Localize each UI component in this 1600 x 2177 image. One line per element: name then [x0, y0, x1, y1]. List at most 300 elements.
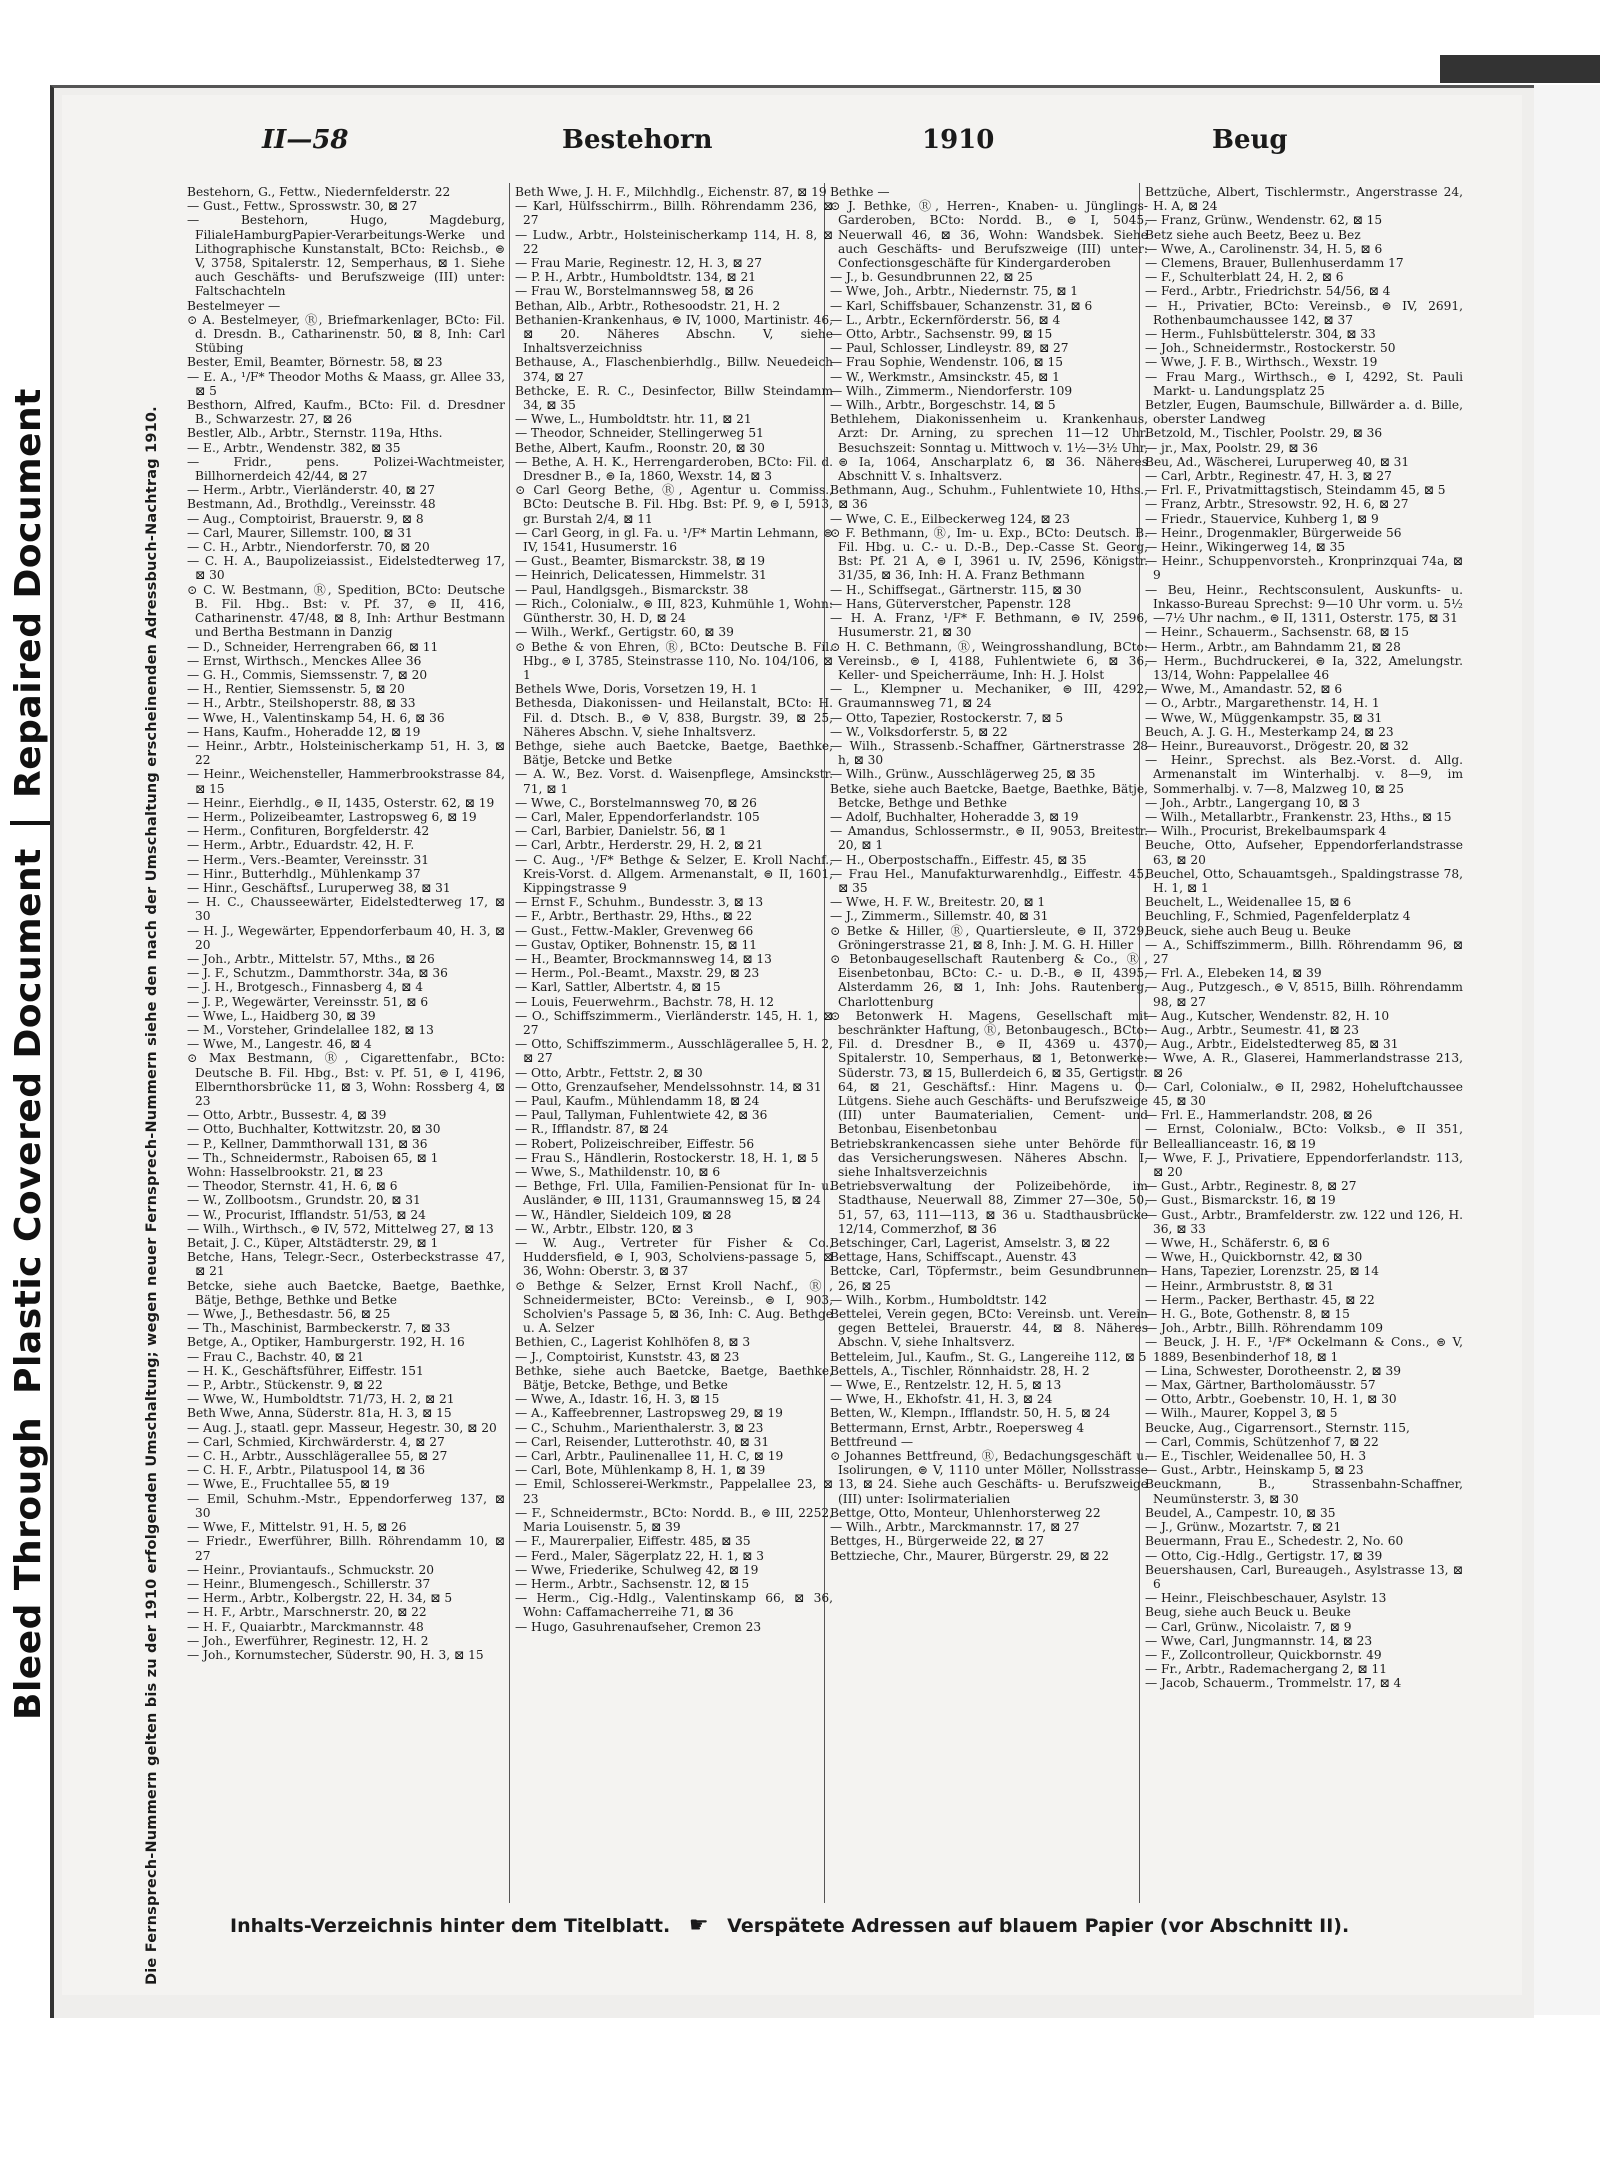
directory-entry: — Otto, Tapezier, Rostockerstr. 7, ⊠ 5 — [830, 710, 1064, 725]
directory-entry: — Max, Gärtner, Bartholomäusstr. 57 — [1145, 1378, 1376, 1393]
directory-entry: Besthorn, Alfred, Kaufm., BCto: Fil. d. Dresdner B., Schwarzestr. 27, ⊠ 26 — [187, 398, 505, 427]
directory-entry: — Otto, Arbtr., Goebenstr. 10, H. 1, ⊠ 30 — [1145, 1392, 1397, 1407]
directory-entry: Betge, A., Optiker, Hamburgerstr. 192, H. 16 — [187, 1335, 465, 1350]
directory-entry: — Carl, Reisender, Lutterothstr. 40, ⊠ 31 — [515, 1434, 770, 1449]
directory-entry: — H., Privatier, BCto: Vereinsb., ⊜ IV, 2691, Rothenbaumchaussee 142, ⊠ 37 — [1145, 298, 1463, 327]
directory-entry: — O., Schiffszimmerm., Vierländerstr. 145, H. 1, ⊠ 27 — [515, 1008, 833, 1037]
footer-left-text: Inhalts-Verzeichnis hinter dem Titelblatt. — [230, 1915, 671, 1937]
directory-entry: — M., Vorsteher, Grindelallee 182, ⊠ 13 — [187, 1022, 434, 1037]
directory-entry: — Aug., Comptoirist, Brauerstr. 9, ⊠ 8 — [187, 511, 424, 526]
directory-entry: — Heinr., Sprechst. als Bez.-Vorst. d. Allg. Armenanstalt im Winterhalbj. v. 8—9, im Sommerhalbj. v. 7—8, Malzweg 10, ⊠ 25 — [1145, 753, 1463, 796]
directory-entry: — jr., Max, Poolstr. 29, ⊠ 36 — [1145, 440, 1318, 455]
directory-entry: Betriebskrankencassen siehe unter Behörde für das Versicherungswesen. Näheres Abschn. I, siehe Inhaltsverzeichnis — [830, 1136, 1148, 1180]
directory-entry: — R., Ifflandstr. 87, ⊠ 24 — [515, 1122, 669, 1137]
directory-entry: — Wwe, A. R., Glaserei, Hammerlandstrasse 213, ⊠ 26 — [1145, 1051, 1463, 1080]
directory-entry: — Wwe, L., Haidberg 30, ⊠ 39 — [187, 1008, 376, 1023]
directory-entry: — Fr., Arbtr., Rademachergang 2, ⊠ 11 — [1145, 1662, 1388, 1677]
directory-entry: — Paul, Tallyman, Fuhlentwiete 42, ⊠ 36 — [515, 1108, 768, 1123]
directory-entry: Bettge, Otto, Monteur, Uhlenhorsterweg 22 — [830, 1505, 1101, 1520]
directory-entry: Beuchling, F., Schmied, Pagenfelderplatz 4 — [1145, 909, 1411, 924]
directory-entry: ⊙ A. Bestelmeyer, Ⓡ, Briefmarkenlager, BCto: Fil. d. Dresdn. B., Catharinenstr. 50, ⊠ 8, Inh: Carl Stübing — [187, 312, 505, 356]
side-banner-part-2: Plastic Covered Document — [8, 848, 49, 1394]
directory-entry: Betzler, Eugen, Baumschule, Billwärder a. d. Bille, oberster Landweg — [1145, 398, 1463, 427]
directory-entry: — Ernst, Colonialw., BCto: Volksb., ⊜ II 351, Belleallianceastr. 16, ⊠ 19 — [1145, 1122, 1463, 1151]
directory-entry: — W., Volksdorferstr. 5, ⊠ 22 — [830, 724, 1008, 739]
directory-entry: — E., Tischler, Weidenallee 50, H. 3 — [1145, 1449, 1367, 1464]
directory-entry: Bettfreund — — [830, 1434, 914, 1449]
directory-entry: — Herm., Pol.-Beamt., Maxstr. 29, ⊠ 23 — [515, 966, 760, 981]
directory-entry: — Joh., Schneidermstr., Rostockerstr. 50 — [1145, 341, 1396, 356]
directory-entry: — Aug., Arbtr., Seumestr. 41, ⊠ 23 — [1145, 1022, 1359, 1037]
directory-entry: — W., Arbtr., Elbstr. 120, ⊠ 3 — [515, 1221, 694, 1236]
directory-entry: — Carl, Grünw., Nicolaistr. 7, ⊠ 9 — [1145, 1619, 1352, 1634]
directory-entry: — Hinr., Geschäftsf., Luruperweg 38, ⊠ 31 — [187, 880, 451, 895]
directory-entry: — Wilh., Arbtr., Marckmannstr. 17, ⊠ 27 — [830, 1520, 1080, 1535]
directory-entry: — Joh., Arbtr., Mittelstr. 57, Mths., ⊠ 26 — [187, 951, 435, 966]
directory-entry: — Frl. A., Elebeken 14, ⊠ 39 — [1145, 966, 1322, 981]
directory-entry: Bethien, C., Lagerist Kohlhöfen 8, ⊠ 3 — [515, 1335, 751, 1350]
directory-entry: — Ferd., Maler, Sägerplatz 22, H. 1, ⊠ 3 — [515, 1548, 764, 1563]
page-number: II—58 — [262, 125, 349, 155]
directory-entry: Beug, siehe auch Beuck u. Beuke — [1145, 1605, 1351, 1620]
directory-entry: — Hugo, Gasuhrenaufseher, Cremon 23 — [515, 1619, 762, 1634]
directory-entry: Betten, W., Klempn., Ifflandstr. 50, H. 5, ⊠ 24 — [830, 1406, 1111, 1421]
directory-entry: — H. F., Arbtr., Marschnerstr. 20, ⊠ 22 — [187, 1605, 427, 1620]
directory-entry: — Herm., Arbtr., Vierländerstr. 40, ⊠ 27 — [187, 483, 435, 498]
directory-entry: ⊙ Max Bestmann, Ⓡ, Cigarettenfabr., BCto: Deutsche B. Fil. Hbg., Bst: v. Pf. 51, ⊜ I, 4196, Elbernthorsbrücke 11, ⊠ 3, Wohn: Rossberg 4, ⊠ 23 — [187, 1051, 505, 1108]
directory-entry: Bettzüche, Albert, Tischlermstr., Angerstrasse 24, H. A, ⊠ 24 — [1145, 185, 1463, 214]
directory-entry: Bestler, Alb., Arbtr., Sternstr. 119a, Hths. — [187, 426, 443, 441]
directory-entry: Beuchel, Otto, Schauamtsgeh., Spaldingstrasse 78, H. 1, ⊠ 1 — [1145, 866, 1463, 895]
directory-entry: — Herm., Packer, Berthastr. 45, ⊠ 22 — [1145, 1292, 1375, 1307]
directory-entry: — F., Maurerpalier, Eiffestr. 485, ⊠ 35 — [515, 1534, 751, 1549]
directory-entry: — Frau S., Händlerin, Rostockerstr. 18, H. 1, ⊠ 5 — [515, 1150, 819, 1165]
directory-entry: — Wwe, E., Rentzelstr. 12, H. 5, ⊠ 13 — [830, 1378, 1062, 1393]
directory-entry: — Adolf, Buchhalter, Hoheradde 3, ⊠ 19 — [830, 809, 1079, 824]
directory-entry: — P. H., Arbtr., Humboldtstr. 134, ⊠ 21 — [515, 270, 756, 285]
side-banner-part-1: Bleed Through — [8, 1416, 49, 1720]
directory-entry: — Robert, Polizeischreiber, Eiffestr. 56 — [515, 1136, 755, 1151]
telephone-note-text: Die Fernsprech-Nummern gelten bis zu der 1910 erfolgenden Umschaltung; wegen neuer Fernsprech-Nummern siehe den nach der Umschaltung erscheinenden Adressbuch-Nachtrag 1910. — [144, 406, 160, 1985]
directory-entry: ⊙ Bethge & Selzer, Ernst Kroll Nachf., Ⓡ, Schneidermeister, BCto: Vereinsb., ⊜ I, 903, Scholvien's Passage 5, ⊠ 36, Inh: C. Aug. Bethge u. A. Selzer — [515, 1278, 833, 1336]
directory-entry: — Herm., Arbtr., Eduardstr. 42, H. F. — [187, 838, 415, 853]
directory-entry: Beth Wwe, Anna, Süderstr. 81a, H. 3, ⊠ 15 — [187, 1406, 452, 1421]
directory-entry: — F., Zollcontrolleur, Quickbornstr. 49 — [1145, 1647, 1382, 1662]
directory-entry: Betz siehe auch Beetz, Beez u. Bez — [1145, 227, 1361, 242]
directory-entry: — Wwe, F. J., Privatiere, Eppendorferlandstr. 113, ⊠ 20 — [1145, 1150, 1463, 1180]
directory-entry: Bethe, Albert, Kaufm., Roonstr. 20, ⊠ 30 — [515, 440, 765, 455]
directory-entry: — Heinr., Proviantaufs., Schmuckstr. 20 — [187, 1562, 434, 1577]
directory-entry: — Otto, Cig.-Hdlg., Gertigstr. 17, ⊠ 39 — [1145, 1548, 1383, 1563]
directory-entry: — Joh., Arbtr., Langergang 10, ⊠ 3 — [1145, 795, 1360, 810]
directory-entry: — Gust., Beamter, Bismarckstr. 38, ⊠ 19 — [515, 554, 765, 569]
directory-entry: Bettermann, Ernst, Arbtr., Roepersweg 4 — [830, 1420, 1085, 1435]
directory-entry: — C. Aug., ¹/F* Bethge & Selzer, E. Kroll Nachf., Kreis-Vorst. d. Allgem. Armenanstalt, ⊜ II, 1601, Kippingstrasse 9 — [515, 852, 833, 895]
directory-entry: — P., Kellner, Dammthorwall 131, ⊠ 36 — [187, 1136, 428, 1151]
directory-entry: — H., Rentier, Siemssenstr. 5, ⊠ 20 — [187, 682, 405, 697]
directory-entry: — Hans, Tapezier, Lorenzstr. 25, ⊠ 14 — [1145, 1264, 1380, 1279]
directory-entry: ⊙ Bethe & von Ehren, Ⓡ, BCto: Deutsche B. Fil. Hbg., ⊜ I, 3785, Steinstrasse 110, No. 104/106, ⊠ 1 — [515, 639, 833, 682]
directory-entry: — Herm., Arbtr., Sachsenstr. 12, ⊠ 15 — [515, 1576, 750, 1591]
directory-entry: — Herm., Fuhlsbüttelerstr. 304, ⊠ 33 — [1145, 327, 1376, 342]
directory-entry: — Emil, Schuhm.-Mstr., Eppendorferweg 137, ⊠ 30 — [187, 1491, 505, 1520]
directory-entry: — Beuck, J. H. F., ¹/F* Ockelmann & Cons., ⊜ V, 1889, Besenbinderhof 18, ⊠ 1 — [1145, 1335, 1463, 1364]
directory-entry: — A., Kaffeebrenner, Lastropsweg 29, ⊠ 19 — [515, 1406, 783, 1421]
directory-entry: Bettelei, Verein gegen, BCto: Vereinsb. unt. Verein gegen Bettelei, Brauerstr. 44, ⊠ 8. Näheres Abschn. V, siehe Inhaltsverz. — [830, 1307, 1148, 1350]
directory-entry: — G. H., Commis, Siemssenstr. 7, ⊠ 20 — [187, 667, 428, 682]
directory-entry: — Wilh., Procurist, Brekelbaumspark 4 — [1145, 824, 1387, 839]
directory-entry: — Wwe, Joh., Arbtr., Niedernstr. 75, ⊠ 1 — [830, 284, 1079, 299]
directory-entry: — Joh., Arbtr., Billh. Röhrendamm 109 — [1145, 1321, 1384, 1336]
directory-entry: ⊙ H. C. Bethmann, Ⓡ, Weingrosshandlung, BCto: Vereinsb., ⊜ I, 4188, Fuhlentwiete 6, ⊠ 36, Keller- und Speicherräume, Inh: H. J. Holst — [830, 639, 1148, 682]
directory-entry: — Fridr., pens. Polizei-Wachtmeister, Billhornerdeich 42/44, ⊠ 27 — [187, 454, 505, 484]
directory-entry: Bester, Emil, Beamter, Börnestr. 58, ⊠ 23 — [187, 355, 443, 370]
directory-entry: — H. G., Bote, Gothenstr. 8, ⊠ 15 — [1145, 1307, 1350, 1322]
directory-entry: — Heinr., Armbruststr. 8, ⊠ 31 — [1145, 1278, 1335, 1293]
directory-entry: — Emil, Schlosserei-Werkmstr., Pappelallee 23, ⊠ 23 — [515, 1477, 833, 1506]
directory-entry: — Wwe, M., Langestr. 46, ⊠ 4 — [187, 1037, 372, 1052]
directory-entry: — F., Schulterblatt 24, H. 2, ⊠ 6 — [1145, 270, 1344, 285]
directory-entry: — Aug. J., staatl. gepr. Masseur, Hegestr. 30, ⊠ 20 — [187, 1420, 497, 1435]
directory-entry: — Heinr., Fleischbeschauer, Asylstr. 13 — [1145, 1591, 1387, 1606]
directory-entry: — Ludw., Arbtr., Holsteinischerkamp 114, H. 8, ⊠ 22 — [515, 227, 833, 256]
directory-entry: — Wwe, Friederike, Schulweg 42, ⊠ 19 — [515, 1562, 759, 1577]
directory-entry: — Gust., Fettw., Sprosswstr. 30, ⊠ 27 — [187, 199, 418, 214]
directory-entry: — J., Comptoirist, Kunststr. 43, ⊠ 23 — [515, 1349, 740, 1364]
directory-entry: — Lina, Schwester, Dorotheenstr. 2, ⊠ 39 — [1145, 1363, 1401, 1378]
directory-entry: Beu, Ad., Wäscherei, Luruperweg 40, ⊠ 31 — [1145, 454, 1410, 469]
directory-entry: — Frau W., Borstelmannsweg 58, ⊠ 26 — [515, 284, 754, 299]
directory-entry: — J. H., Brotgesch., Finnasberg 4, ⊠ 4 — [187, 980, 424, 995]
directory-entry: — O., Arbtr., Margarethenstr. 14, H. 1 — [1145, 696, 1380, 711]
directory-entry: — Wwe, H., Valentinskamp 54, H. 6, ⊠ 36 — [187, 710, 445, 725]
side-banner-part-3: Repaired Document — [8, 388, 49, 798]
directory-entry: — Carl Georg, in gl. Fa. u. ¹/F* Martin Lehmann, ⊜ IV, 1541, Husumerstr. 16 — [515, 525, 833, 555]
page-footer — [230, 1913, 1430, 1938]
directory-entry: — Amandus, Schlossermstr., ⊜ II, 9053, Breitestr. 20, ⊠ 1 — [830, 824, 1148, 853]
directory-entry: — Herm., Arbtr., Kolbergstr. 22, H. 34, ⊠ 5 — [187, 1591, 453, 1606]
directory-entry: — D., Schneider, Herrengraben 66, ⊠ 11 — [187, 639, 439, 654]
directory-entry: — Wwe, C. E., Eilbeckerweg 124, ⊠ 23 — [830, 511, 1071, 526]
directory-entry: — L., Arbtr., Eckernförderstr. 56, ⊠ 4 — [830, 312, 1061, 327]
telephone-note — [144, 355, 184, 1995]
directory-entry: — H. J., Wegewärter, Eppendorferbaum 40, H. 3, ⊠ 20 — [187, 923, 505, 952]
directory-entry: — F., Schneidermstr., BCto: Nordd. B., ⊜ III, 2252, Maria Louisenstr. 5, ⊠ 39 — [515, 1505, 833, 1535]
directory-entry: — Bethe, A. H. K., Herrengarderoben, BCto: Fil. d. Dresdner B., ⊜ Ia, 1860, Wexstr. 14, ⊠ 3 — [515, 454, 833, 484]
directory-entry: — Heinr., Wikingerweg 14, ⊠ 35 — [1145, 540, 1346, 555]
directory-entry: — Wwe, H., Ekhofstr. 41, H. 3, ⊠ 24 — [830, 1392, 1053, 1407]
directory-entry: — Aug., Arbtr., Eidelstedterweg 85, ⊠ 31 — [1145, 1037, 1399, 1052]
directory-entry: — Ernst, Wirthsch., Menckes Allee 36 — [187, 653, 422, 668]
directory-entry: — Hans, Güterverstcher, Papenstr. 128 — [830, 596, 1071, 611]
column-3 — [830, 185, 1148, 1905]
directory-entry: — Wwe, A., Idastr. 16, H. 3, ⊠ 15 — [515, 1392, 720, 1407]
directory-entry: Bettels, A., Tischler, Rönnhaidstr. 28, H. 2 — [830, 1363, 1090, 1378]
directory-entry: Bethels Wwe, Doris, Vorsetzen 19, H. 1 — [515, 682, 758, 697]
directory-entry: — Frl. F., Privatmittagstisch, Steindamm 45, ⊠ 5 — [1145, 483, 1446, 498]
directory-entry: — Gust., Arbtr., Reginestr. 8, ⊠ 27 — [1145, 1179, 1357, 1194]
directory-entry: — H., Arbtr., Steilshoperstr. 88, ⊠ 33 — [187, 696, 416, 711]
directory-entry: Bethlehem, Diakonissenheim u. Krankenhaus, Arzt: Dr. Arning, zu sprechen 11—12 Uhr. Besuchszeit: Sonntag u. Mittwoch v. 1½—3½ Uhr, ⊜ Ia, 1064, Anscharplatz 6, ⊠ 36. Näheres Abschnitt V. s. Inhaltsverz. — [830, 412, 1148, 484]
directory-entry: Bestmann, Ad., Brothdlg., Vereinsstr. 48 — [187, 497, 436, 512]
directory-entry: — Heinr., Arbtr., Holsteinischerkamp 51, H. 3, ⊠ 22 — [187, 738, 505, 768]
directory-entry: Betche, Hans, Telegr.-Secr., Osterbeckstrasse 47, ⊠ 21 — [187, 1250, 505, 1279]
directory-entry: — Gustav, Optiker, Bohnenstr. 15, ⊠ 11 — [515, 937, 757, 952]
directory-entry: Bethke, siehe auch Baetcke, Baetge, Baethke, Bätje, Betcke, Bethge, und Betke — [515, 1363, 833, 1393]
directory-entry: — Th., Maschinist, Barmbeckerstr. 7, ⊠ 33 — [187, 1321, 451, 1336]
directory-entry: — Wilh., Korbm., Humboldtstr. 142 — [830, 1292, 1047, 1307]
directory-entry: Bestelmeyer — — [187, 298, 281, 313]
directory-entry: — Hinr., Butterhdlg., Mühlenkamp 37 — [187, 866, 421, 881]
directory-entry: — Carl, Maurer, Sillemstr. 100, ⊠ 31 — [187, 525, 413, 540]
directory-entry: — Wwe, H., Schäferstr. 6, ⊠ 6 — [1145, 1236, 1330, 1251]
directory-entry: Betzold, M., Tischler, Poolstr. 29, ⊠ 36 — [1145, 426, 1383, 441]
directory-entry: — W., Procurist, Ifflandstr. 51/53, ⊠ 24 — [187, 1207, 426, 1222]
directory-entry: — Herm., Vers.-Beamter, Vereinsstr. 31 — [187, 852, 430, 867]
directory-entry: — H. C., Chausseewärter, Eidelstedterweg 17, ⊠ 30 — [187, 895, 505, 924]
directory-entry: — Wilh., Werkf., Gertigstr. 60, ⊠ 39 — [515, 625, 734, 640]
directory-entry: — Karl, Schiffsbauer, Schanzenstr. 31, ⊠ 6 — [830, 298, 1093, 313]
directory-entry: — Gust., Arbtr., Heinskamp 5, ⊠ 23 — [1145, 1463, 1364, 1478]
directory-entry: — Wilh., Wirthsch., ⊜ IV, 572, Mittelweg 27, ⊠ 13 — [187, 1221, 494, 1236]
header-left-word: Bestehorn — [562, 125, 713, 155]
directory-entry: — Ernst F., Schuhm., Bundesstr. 3, ⊠ 13 — [515, 895, 764, 910]
directory-entry: — Hans, Kaufm., Hoheradde 12, ⊠ 19 — [187, 724, 421, 739]
directory-entry: — W. Aug., Vertreter für Fisher & Co., Huddersfield, ⊜ I, 903, Scholviens-passage 5, ⊠ 36, Wohn: Oberstr. 3, ⊠ 37 — [515, 1236, 833, 1279]
header-right-word: Beug — [1212, 125, 1288, 155]
directory-entry: — Bethge, Frl. Ulla, Familien-Pensionat für In- u. Ausländer, ⊜ III, 1131, Graumannsweg 15, ⊠ 24 — [515, 1179, 833, 1208]
directory-entry: Bethan, Alb., Arbtr., Rothesoodstr. 21, H. 2 — [515, 298, 781, 313]
directory-entry: — Frau Marg., Wirthsch., ⊜ I, 4292, St. Pauli Markt- u. Landungsplatz 25 — [1145, 369, 1463, 398]
directory-entry: — Frau C., Bachstr. 40, ⊠ 21 — [187, 1349, 364, 1364]
directory-entry: — Heinr., Eierhdlg., ⊜ II, 1435, Osterstr. 62, ⊠ 19 — [187, 795, 495, 810]
directory-entry: ⊙ F. Bethmann, Ⓡ, Im- u. Exp., BCto: Deutsch. B. Fil. Hbg. u. C.- u. D.-B., Dep.-Casse St. Georg, Bst: Pf. 21 A, ⊜ I, 3961 u. IV, 2596, Königstr. 31/35, ⊠ 36, Inh: H. A. Franz Bethmann — [830, 525, 1148, 583]
directory-entry: — Carl, Barbier, Danielstr. 56, ⊠ 1 — [515, 824, 727, 839]
directory-entry: ⊙ Betonwerk H. Magens, Gesellschaft mit beschränkter Haftung, Ⓡ, Betonbaugesch., BCto: Fil. d. Dresdner B., ⊜ II, 4369 u. 4370, Spitalerstr. 10, Semperhaus, ⊠ 1, Betonwerke: Süderstr. 73, ⊠ 15, Bullerdeich 6, ⊠ 35, Gertigstr. 64, ⊠ 21, Geschäftsf.: Hinr. Magens u. O. Lütgens. Siehe auch Geschäfts- und Berufszweige (III) unter Baumaterialien, Cement- und Betonbau, Eisenbetonbau — [830, 1008, 1148, 1137]
directory-entry: Bethcke, E. R. C., Desinfector, Billw Steindamm 34, ⊠ 35 — [515, 383, 833, 413]
directory-entry: ⊙ C. W. Bestmann, Ⓡ, Spedition, BCto: Deutsche B. Fil. Hbg.. Bst: v. Pf. 37, ⊜ II, 416, Catharinenstr. 47/48, ⊠ 8, Inh: Arthur Bestmann und Bertha Bestmann in Danzig — [187, 582, 505, 640]
directory-entry: — Carl, Schmied, Kirchwärderstr. 4, ⊠ 27 — [187, 1434, 445, 1449]
directory-entry: Beuch, A. J. G. H., Mesterkamp 24, ⊠ 23 — [1145, 724, 1394, 739]
directory-entry: — Wwe, A., Carolinenstr. 34, H. 5, ⊠ 6 — [1145, 241, 1383, 256]
directory-entry: — Wilh., Metallarbtr., Frankenstr. 23, Hths., ⊠ 15 — [1145, 809, 1452, 824]
directory-entry: — Frau Sophie, Wendenstr. 106, ⊠ 15 — [830, 355, 1063, 370]
directory-entry: Beuermann, Frau E., Schedestr. 2, No. 60 — [1145, 1534, 1404, 1549]
directory-entry: — P., Arbtr., Stückenstr. 9, ⊠ 22 — [187, 1378, 383, 1393]
directory-entry: Bethesda, Diakonissen- und Heilanstalt, BCto: H. Fil. d. Dtsch. B., ⊜ V, 838, Burgstr. 39, ⊠ 25, Näheres Abschn. V, siehe Inhaltsverz. — [515, 696, 833, 739]
directory-entry: — Wwe, W., Humboldtstr. 71/73, H. 2, ⊠ 21 — [187, 1392, 455, 1407]
directory-entry: — Friedr., Stauervice, Kuhberg 1, ⊠ 9 — [1145, 511, 1379, 526]
directory-entry: Betriebsverwaltung der Polizeibehörde, im Stadthause, Neuerwall 88, Zimmer 27—30e, 50, 51, 57, 63, 111—113, ⊠ 36 u. Stadthausbrücke 12/14, Commerzhof, ⊠ 36 — [830, 1179, 1148, 1236]
directory-entry: — Wwe, H., Quickbornstr. 42, ⊠ 30 — [1145, 1250, 1363, 1265]
directory-entry: ⊙ Betonbaugesellschaft Rautenberg & Co., Ⓡ, Eisenbetonbau, BCto: C.- u. D.-B., ⊜ II, 4395, Alsterdamm 26, ⊠ 1, Inh: Johs. Rautenberg, Charlottenburg — [830, 951, 1148, 1009]
directory-entry: — Heinrich, Delicatessen, Himmelstr. 31 — [515, 568, 767, 583]
directory-entry: Bethke — — [830, 185, 890, 199]
header-year: 1910 — [922, 125, 995, 155]
directory-entry: — L., Klempner u. Mechaniker, ⊜ III, 4292, Graumannsweg 71, ⊠ 24 — [830, 682, 1148, 711]
directory-entry: — Wwe, C., Borstelmannsweg 70, ⊠ 26 — [515, 795, 757, 810]
directory-entry: — F., Arbtr., Berthastr. 29, Hths., ⊠ 22 — [515, 909, 753, 924]
directory-entry: Bestehorn, G., Fettw., Niedernfelderstr. 22 — [187, 185, 451, 199]
directory-entry: — E. A., ¹/F* Theodor Moths & Maass, gr. Allee 33, ⊠ 5 — [187, 369, 505, 398]
directory-entry: — Heinr., Bureauvorst., Drögestr. 20, ⊠ 32 — [1145, 738, 1409, 753]
directory-entry: Betait, J. C., Küper, Altstädterstr. 29, ⊠ 1 — [187, 1236, 439, 1251]
directory-entry: — Rich., Colonialw., ⊜ III, 823, Kuhmühle 1, Wohn: Güntherstr. 30, H. D, ⊠ 24 — [515, 596, 833, 626]
directory-entry: — Karl, Sattler, Albertstr. 4, ⊠ 15 — [515, 980, 721, 995]
directory-entry: — Paul, Schlosser, Lindleystr. 89, ⊠ 27 — [830, 341, 1069, 356]
directory-entry: — Herm., Cig.-Hdlg., Valentinskamp 66, ⊠ 36, Wohn: Caffamacherreihe 71, ⊠ 36 — [515, 1591, 833, 1620]
directory-entry: — A. W., Bez. Vorst. d. Waisenpflege, Amsinckstr. 71, ⊠ 1 — [515, 767, 833, 796]
directory-entry: — W., Zollbootsm., Grundstr. 20, ⊠ 31 — [187, 1193, 421, 1208]
directory-entry: ⊙ J. Bethke, Ⓡ, Herren-, Knaben- u. Jünglings-Garderoben, BCto: Nordd. B., ⊜ I, 5045, Neuerwall 46, ⊠ 36, Wohn: Wandsbek. Siehe auch Geschäfts- und Berufszweige (III) unter: Confectionsgeschäfte für Kindergarderoben — [830, 199, 1148, 271]
directory-entry: — J., Zimmerm., Sillemstr. 40, ⊠ 31 — [830, 909, 1049, 924]
directory-entry: — Joh., Ewerführer, Reginestr. 12, H. 2 — [187, 1633, 429, 1648]
directory-entry: — Herm., Confituren, Borgfelderstr. 42 — [187, 824, 430, 839]
column-1 — [187, 185, 505, 1905]
directory-entry: Beth Wwe, J. H. F., Milchhdlg., Eichenstr. 87, ⊠ 19 — [515, 185, 827, 199]
directory-entry: — Frau Marie, Reginestr. 12, H. 3, ⊠ 27 — [515, 256, 763, 271]
directory-entry: — J., Grünw., Mozartstr. 7, ⊠ 21 — [1145, 1520, 1342, 1535]
directory-entry: — Gust., Arbtr., Bramfelderstr. zw. 122 und 126, H. 36, ⊠ 33 — [1145, 1207, 1463, 1236]
directory-entry: Beuchelt, L., Weidenallee 15, ⊠ 6 — [1145, 895, 1352, 910]
directory-entry: Bethge, siehe auch Baetcke, Baetge, Baethke, Bätje, Betcke und Betke — [515, 738, 833, 768]
directory-entry: Beuershausen, Carl, Bureaugeh., Asylstrasse 13, ⊠ 6 — [1145, 1562, 1463, 1591]
directory-entry: — Wilh., Grünw., Ausschlägerweg 25, ⊠ 35 — [830, 767, 1096, 782]
side-banner-separator — [10, 821, 50, 825]
page-header — [182, 125, 1382, 165]
directory-entry: — Carl, Colonialw., ⊜ II, 2982, Hoheluftchaussee 45, ⊠ 30 — [1145, 1079, 1463, 1108]
directory-entry: — Gust., Bismarckstr. 16, ⊠ 19 — [1145, 1193, 1336, 1208]
directory-entry: Beuckmann, B., Strassenbahn-Schaffner, Neumünsterstr. 3, ⊠ 30 — [1145, 1477, 1463, 1506]
column-4 — [1145, 185, 1463, 1905]
column-2 — [515, 185, 833, 1905]
directory-entry: — Otto, Arbtr., Sachsenstr. 99, ⊠ 15 — [830, 327, 1053, 342]
directory-entry: Bethmann, Aug., Schuhm., Fuhlentwiete 10, Hths., ⊠ 36 — [830, 483, 1148, 512]
directory-entry: — Aug., Putzgesch., ⊜ V, 8515, Billh. Röhrendamm 98, ⊠ 27 — [1145, 980, 1463, 1009]
directory-entry: Bettges, H., Bürgerweide 22, ⊠ 27 — [830, 1534, 1044, 1549]
directory-entry: Bettcke, Carl, Töpfermstr., beim Gesundbrunnen 26, ⊠ 25 — [830, 1264, 1148, 1293]
directory-entry: — J. F., Schutzm., Dammthorstr. 34a, ⊠ 36 — [187, 966, 448, 981]
directory-entry: — C. H. A., Baupolizeiassist., Eidelstedterweg 17, ⊠ 30 — [187, 554, 505, 583]
directory-entry: — Louis, Feuerwehrm., Bachstr. 78, H. 12 — [515, 994, 775, 1009]
directory-entry: — H. A. Franz, ¹/F* F. Bethmann, ⊜ IV, 2596, Husumerstr. 21, ⊠ 30 — [830, 611, 1148, 640]
directory-entry: — Wwe, J. F. B., Wirthsch., Wexstr. 19 — [1145, 355, 1378, 370]
directory-entry: — Carl, Commis, Schützenhof 7, ⊠ 22 — [1145, 1434, 1379, 1449]
directory-entry: — Otto, Arbtr., Fettstr. 2, ⊠ 30 — [515, 1065, 703, 1080]
column-rule — [509, 183, 510, 1903]
directory-entry: Betcke, siehe auch Baetcke, Baetge, Baethke, Bätje, Bethge, Bethke und Betke — [187, 1278, 505, 1307]
directory-entry: — Heinr., Weichensteller, Hammerbrookstrasse 84, ⊠ 15 — [187, 767, 505, 796]
directory-entry: — C. H., Arbtr., Niendorferstr. 70, ⊠ 20 — [187, 540, 430, 555]
directory-entry: — Beu, Heinr., Rechtsconsulent, Auskunfts- u. Inkasso-Bureau Sprechst: 9—10 Uhr vorm. u. 5½—7½ Uhr nachm., ⊜ II, 1311, Osterstr. 175, ⊠ 31 — [1145, 582, 1463, 626]
scan-corner-block — [1440, 55, 1600, 83]
directory-entry: — E., Arbtr., Wendenstr. 382, ⊠ 35 — [187, 440, 401, 455]
directory-entry: — Paul, Kaufm., Mühlendamm 18, ⊠ 24 — [515, 1094, 760, 1108]
directory-entry: — Theodor, Schneider, Stellingerweg 51 — [515, 426, 764, 441]
directory-entry: — Wwe, W., Müggenkampstr. 35, ⊠ 31 — [1145, 710, 1383, 725]
directory-entry: — Herm., Arbtr., am Bahndamm 21, ⊠ 28 — [1145, 639, 1401, 654]
directory-entry: — Clemens, Brauer, Bullenhuserdamm 17 — [1145, 256, 1404, 271]
directory-entry: — Frl. E., Hammerlandstr. 208, ⊠ 26 — [1145, 1108, 1373, 1123]
directory-entry: — Franz, Arbtr., Stresowstr. 92, H. 6, ⊠ 27 — [1145, 497, 1409, 512]
directory-entry: — Ferd., Arbtr., Friedrichstr. 54/56, ⊠ 4 — [1145, 284, 1391, 299]
directory-entry: — Theodor, Sternstr. 41, H. 6, ⊠ 6 — [187, 1179, 398, 1194]
directory-entry: — Frau Hel., Manufakturwarenhdlg., Eiffestr. 45, ⊠ 35 — [830, 866, 1148, 895]
pointing-hand-icon: ☛ — [688, 1913, 709, 1938]
directory-entry: — Wwe, J., Bethesdastr. 56, ⊠ 25 — [187, 1307, 391, 1322]
directory-entry: Bethanien-Krankenhaus, ⊜ IV, 1000, Martinistr. 46, ⊠ 20. Näheres Abschn. V, siehe Inhaltsverzeichniss — [515, 312, 833, 356]
directory-entry: — Karl, Hülfsschirrm., Billh. Röhrendamm 236, ⊠ 27 — [515, 199, 833, 228]
directory-entry: — Wwe, Carl, Jungmannstr. 14, ⊠ 23 — [1145, 1633, 1373, 1648]
directory-entry: — Joh., Kornumstecher, Süderstr. 90, H. 3, ⊠ 15 — [187, 1647, 484, 1662]
directory-entry: — Carl, Arbtr., Herderstr. 29, H. 2, ⊠ 21 — [515, 838, 764, 853]
directory-entry: ⊙ Betke & Hiller, Ⓡ, Quartiersleute, ⊜ II, 3729, Gröningerstrasse 21, ⊠ 8, Inh: J. M. G. H. Hiller — [830, 923, 1148, 952]
directory-entry: — Otto, Grenzaufseher, Mendelssohnstr. 14, ⊠ 31 — [515, 1079, 822, 1094]
directory-entry: — Friedr., Ewerführer, Billh. Röhrendamm 10, ⊠ 27 — [187, 1534, 505, 1563]
directory-entry: — Wilh., Maurer, Koppel 3, ⊠ 5 — [1145, 1406, 1338, 1421]
directory-entry: Beucke, Aug., Cigarrensort., Sternstr. 115, — [1145, 1420, 1410, 1435]
directory-entry: — H., Beamter, Brockmannsweg 14, ⊠ 13 — [515, 951, 772, 966]
directory-entry: — W., Werkmstr., Amsinckstr. 45, ⊠ 1 — [830, 369, 1060, 384]
directory-entry: — Aug., Kutscher, Wendenstr. 82, H. 10 — [1145, 1008, 1390, 1023]
directory-entry: Bettage, Hans, Schiffscapt., Auenstr. 43 — [830, 1250, 1077, 1265]
directory-entry: ⊙ Carl Georg Bethe, Ⓡ, Agentur u. Commiss., BCto: Deutsche B. Fil. Hbg. Bst: Pf. 9, ⊜ I, 5913, gr. Burstah 2/4, ⊠ 11 — [515, 483, 833, 526]
directory-entry: — Jacob, Schauerm., Trommelstr. 17, ⊠ 4 — [1145, 1676, 1402, 1691]
scan-right-edge — [1527, 85, 1600, 2015]
directory-entry: — Otto, Buchhalter, Kottwitzstr. 20, ⊠ 30 — [187, 1122, 441, 1137]
directory-entry: — Wwe, F., Mittelstr. 91, H. 5, ⊠ 26 — [187, 1520, 407, 1535]
directory-entry: Betteleim, Jul., Kaufm., St. G., Langereihe 112, ⊠ 5 — [830, 1349, 1147, 1364]
directory-entry: Beuck, siehe auch Beug u. Beuke — [1145, 923, 1351, 938]
directory-entry: — Wilh., Zimmerm., Niendorferstr. 109 — [830, 383, 1073, 398]
directory-entry: — Heinr., Blumengesch., Schillerstr. 37 — [187, 1576, 431, 1591]
directory-entry: — W., Händler, Sieldeich 109, ⊠ 28 — [515, 1207, 732, 1222]
directory-entry: — Heinr., Schuppenvorsteh., Kronprinzquai 74a, ⊠ 9 — [1145, 554, 1463, 583]
directory-entry: — Wwe, L., Humboldtstr. htr. 11, ⊠ 21 — [515, 412, 752, 427]
directory-entry: Betke, siehe auch Baetcke, Baetge, Baethke, Bätje, Betcke, Bethge und Bethke — [830, 781, 1148, 810]
directory-entry: — C., Schuhm., Marienthalerstr. 3, ⊠ 23 — [515, 1420, 764, 1435]
directory-entry: — Th., Schneidermstr., Raboisen 65, ⊠ 1 — [187, 1150, 439, 1165]
directory-entry: — Wilh., Strassenb.-Schaffner, Gärtnerstrasse 28 h, ⊠ 30 — [830, 738, 1148, 768]
directory-entry: — Wwe, H. F. W., Breitestr. 20, ⊠ 1 — [830, 895, 1046, 910]
directory-entry: — Franz, Grünw., Wendenstr. 62, ⊠ 15 — [1145, 213, 1383, 228]
directory-entry: — H. K., Geschäftsführer, Eiffestr. 151 — [187, 1363, 424, 1378]
directory-entry: — Wilh., Arbtr., Borgeschstr. 14, ⊠ 5 — [830, 398, 1056, 413]
directory-entry: — C. H., Arbtr., Ausschlägerallee 55, ⊠ 27 — [187, 1449, 448, 1464]
directory-entry: — Herm., Polizeibeamter, Lastropsweg 6, ⊠ 19 — [187, 809, 477, 824]
directory-entry: Beuche, Otto, Aufseher, Eppendorferlandstrasse 63, ⊠ 20 — [1145, 838, 1463, 867]
directory-entry: — A., Schiffszimmerm., Billh. Röhrendamm 96, ⊠ 27 — [1145, 937, 1463, 966]
directory-entry: — C. H. F., Arbtr., Pilatuspool 14, ⊠ 36 — [187, 1463, 426, 1478]
directory-entry: — Otto, Arbtr., Bussestr. 4, ⊠ 39 — [187, 1108, 387, 1123]
directory-entry: — Gust., Fettw.-Makler, Grevenweg 66 — [515, 923, 754, 938]
directory-entry: — J. P., Wegewärter, Vereinsstr. 51, ⊠ 6 — [187, 994, 429, 1009]
side-banner — [0, 120, 52, 1720]
directory-entry: — Carl, Arbtr., Paulinenallee 11, H. C, ⊠ 19 — [515, 1449, 784, 1464]
footer-right-text: Verspätete Adressen auf blauem Papier (vor Abschnitt II). — [727, 1915, 1350, 1937]
side-banner-text — [8, 388, 50, 1720]
directory-entry: — Carl, Bote, Mühlenkamp 8, H. 1, ⊠ 39 — [515, 1463, 766, 1478]
directory-entry: Beudel, A., Campestr. 10, ⊠ 35 — [1145, 1505, 1336, 1520]
directory-entry: — Carl, Maler, Eppendorferlandstr. 105 — [515, 809, 760, 824]
directory-entry: — Otto, Schiffszimmerm., Ausschlägerallee 5, H. 2, ⊠ 27 — [515, 1037, 833, 1066]
directory-entry: ⊙ Johannes Bettfreund, Ⓡ, Bedachungsgeschäft u. Isolirungen, ⊜ V, 1110 unter Möller, Nollsstrasse 13, ⊠ 24. Siehe auch Geschäfts- u. Berufszweige (III) unter: Isolirmaterialien — [830, 1449, 1148, 1506]
directory-entry: — H., Schiffsegat., Gärtnerstr. 115, ⊠ 30 — [830, 582, 1082, 597]
directory-page — [62, 95, 1522, 1995]
directory-entry: — H. F., Quaiarbtr., Marckmannstr. 48 — [187, 1619, 424, 1634]
directory-entry: — J., b. Gesundbrunnen 22, ⊠ 25 — [830, 270, 1033, 285]
directory-entry: — Bestehorn, Hugo, Magdeburg, FilialeHamburgPapier-Verarbeitungs-Werke und Lithographische Kunstanstalt, BCto: Reichsb., ⊜ V, 3758, Spitalerstr. 12, Semperhaus, ⊠ 1. Siehe auch Geschäfts- und Berufszweige (III) unter: Faltschachteln — [187, 213, 505, 299]
